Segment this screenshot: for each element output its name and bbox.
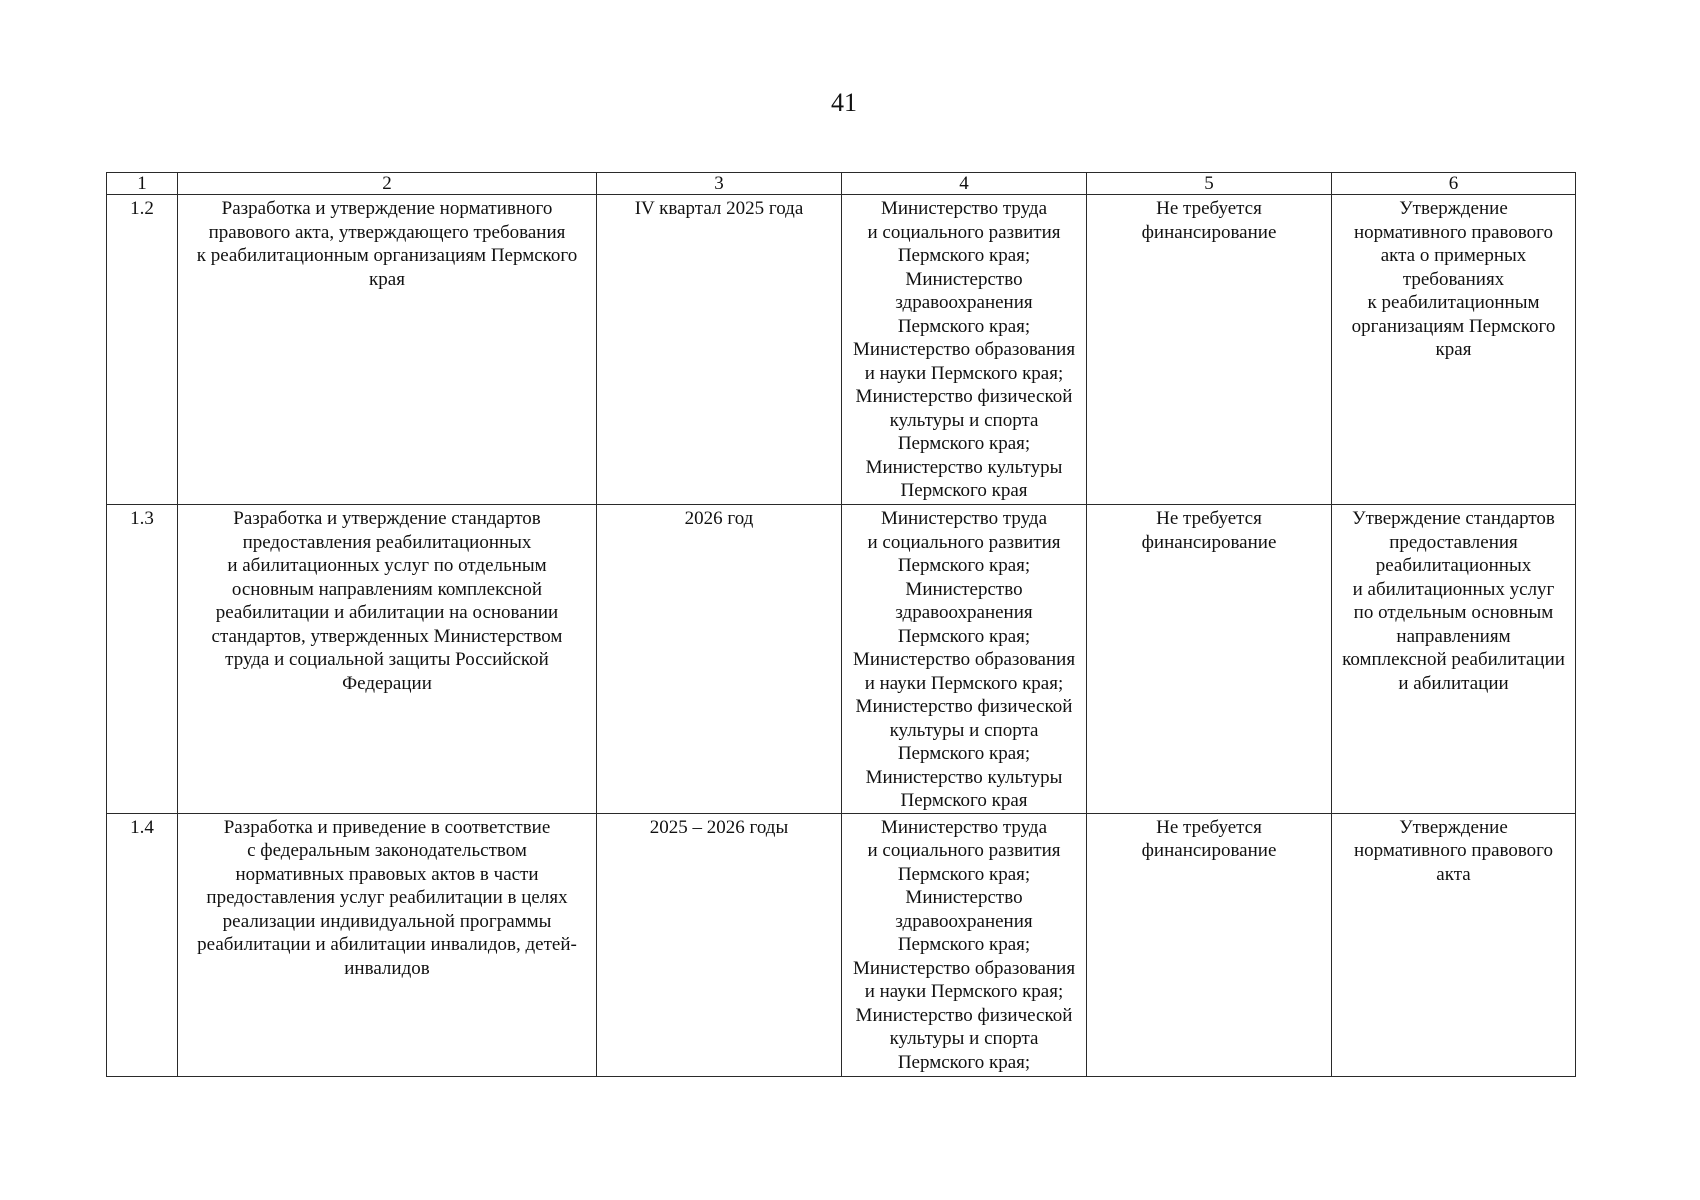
column-number-5: 5: [1087, 173, 1332, 195]
measure-executors: Министерство труда и социального развития Пермского края; Министерство здравоохранения Пермского края; Министерство образования и науки Пермского края; Министерство физической культуры и спорта Пермского края; Министерство культуры Пермского края: [842, 505, 1087, 814]
measures-table-container: [106, 172, 1575, 1077]
column-number-2: 2: [178, 173, 597, 195]
column-number-6: 6: [1332, 173, 1576, 195]
measure-result: Утверждение нормативного правового акта: [1332, 813, 1576, 1076]
measure-executors: Министерство труда и социального развития Пермского края; Министерство здравоохранения Пермского края; Министерство образования и науки Пермского края; Министерство физической культуры и спорта Пермского края;: [842, 813, 1087, 1076]
page-number: 41: [831, 88, 857, 117]
measure-executors: Министерство труда и социального развития Пермского края; Министерство здравоохранения Пермского края; Министерство образования и науки Пермского края; Министерство физической культуры и спорта Пермского края; Министерство культуры Пермского края: [842, 195, 1087, 505]
measure-result: Утверждение стандартов предоставления реабилитационных и абилитационных услуг по отдельным основным направлениям комплексной реабилитации и абилитации: [1332, 505, 1576, 814]
table-row: [107, 505, 1576, 814]
column-number-1: 1: [107, 173, 178, 195]
table-row: [107, 195, 1576, 505]
measure-funding: Не требуется финансирование: [1087, 505, 1332, 814]
row-number: 1.2: [107, 195, 178, 505]
measure-name: Разработка и утверждение стандартов предоставления реабилитационных и абилитационных услуг по отдельным основным направлениям комплексной реабилитации и абилитации на основании стандартов, утвержденных Министерством труда и социальной защиты Российской Федерации: [178, 505, 597, 814]
row-number: 1.4: [107, 813, 178, 1076]
measure-term: 2026 год: [597, 505, 842, 814]
measure-term: 2025 – 2026 годы: [597, 813, 842, 1076]
measures-table: [106, 172, 1576, 1077]
measure-term: IV квартал 2025 года: [597, 195, 842, 505]
row-number: 1.3: [107, 505, 178, 814]
column-number-4: 4: [842, 173, 1087, 195]
measure-result: Утверждение нормативного правового акта о примерных требованиях к реабилитационным организациям Пермского края: [1332, 195, 1576, 505]
measure-name: Разработка и утверждение нормативного правового акта, утверждающего требования к реабилитационным организациям Пермского края: [178, 195, 597, 505]
column-number-3: 3: [597, 173, 842, 195]
measure-funding: Не требуется финансирование: [1087, 813, 1332, 1076]
column-number-row: [107, 173, 1576, 195]
measure-name: Разработка и приведение в соответствие с федеральным законодательством нормативных правовых актов в части предоставления услуг реабилитации в целях реализации индивидуальной программы реабилитации и абилитации инвалидов, детей- инвалидов: [178, 813, 597, 1076]
measure-funding: Не требуется финансирование: [1087, 195, 1332, 505]
table-row: [107, 813, 1576, 1076]
